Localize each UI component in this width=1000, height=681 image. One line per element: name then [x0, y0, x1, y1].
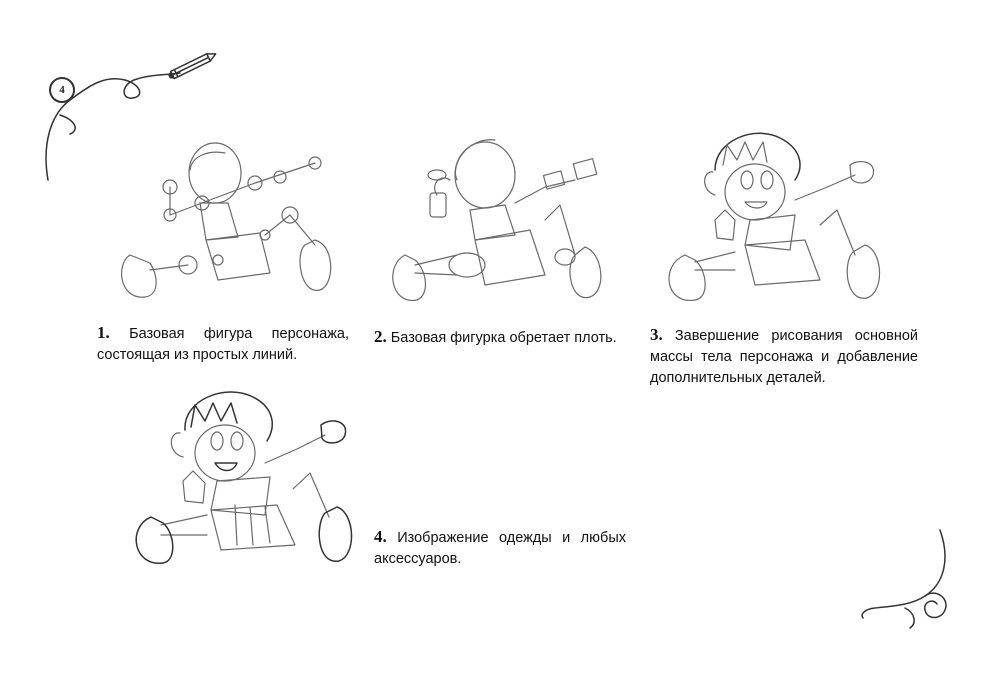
step-1-number: 1.	[97, 323, 110, 342]
step-1-illustration	[110, 125, 340, 305]
step-2-caption	[374, 326, 634, 349]
step-1-caption	[97, 322, 349, 366]
step-4-text: Изображение одежды и любых аксессуаров.	[374, 530, 626, 567]
bottom-right-flourish	[855, 528, 965, 638]
step-2-text: Базовая фигурка обретает плоть.	[390, 330, 617, 346]
step-3-illustration	[655, 120, 895, 310]
step-3-number: 3.	[650, 325, 663, 344]
step-3-text: Завершение рисования основной массы тела персонажа и добавление дополнительных деталей.	[650, 328, 918, 386]
pencil-icon	[160, 44, 230, 84]
page-number: 4	[59, 84, 65, 96]
step-2-illustration	[375, 125, 615, 310]
step-4-caption	[374, 526, 626, 570]
page-number-badge	[49, 77, 75, 103]
step-4-illustration	[125, 385, 365, 575]
step-1-text: Базовая фигура персонажа, состоящая из простых линий.	[97, 326, 349, 363]
step-4-number: 4.	[374, 527, 387, 546]
step-2-number: 2.	[374, 327, 387, 346]
step-3-caption	[650, 324, 918, 389]
